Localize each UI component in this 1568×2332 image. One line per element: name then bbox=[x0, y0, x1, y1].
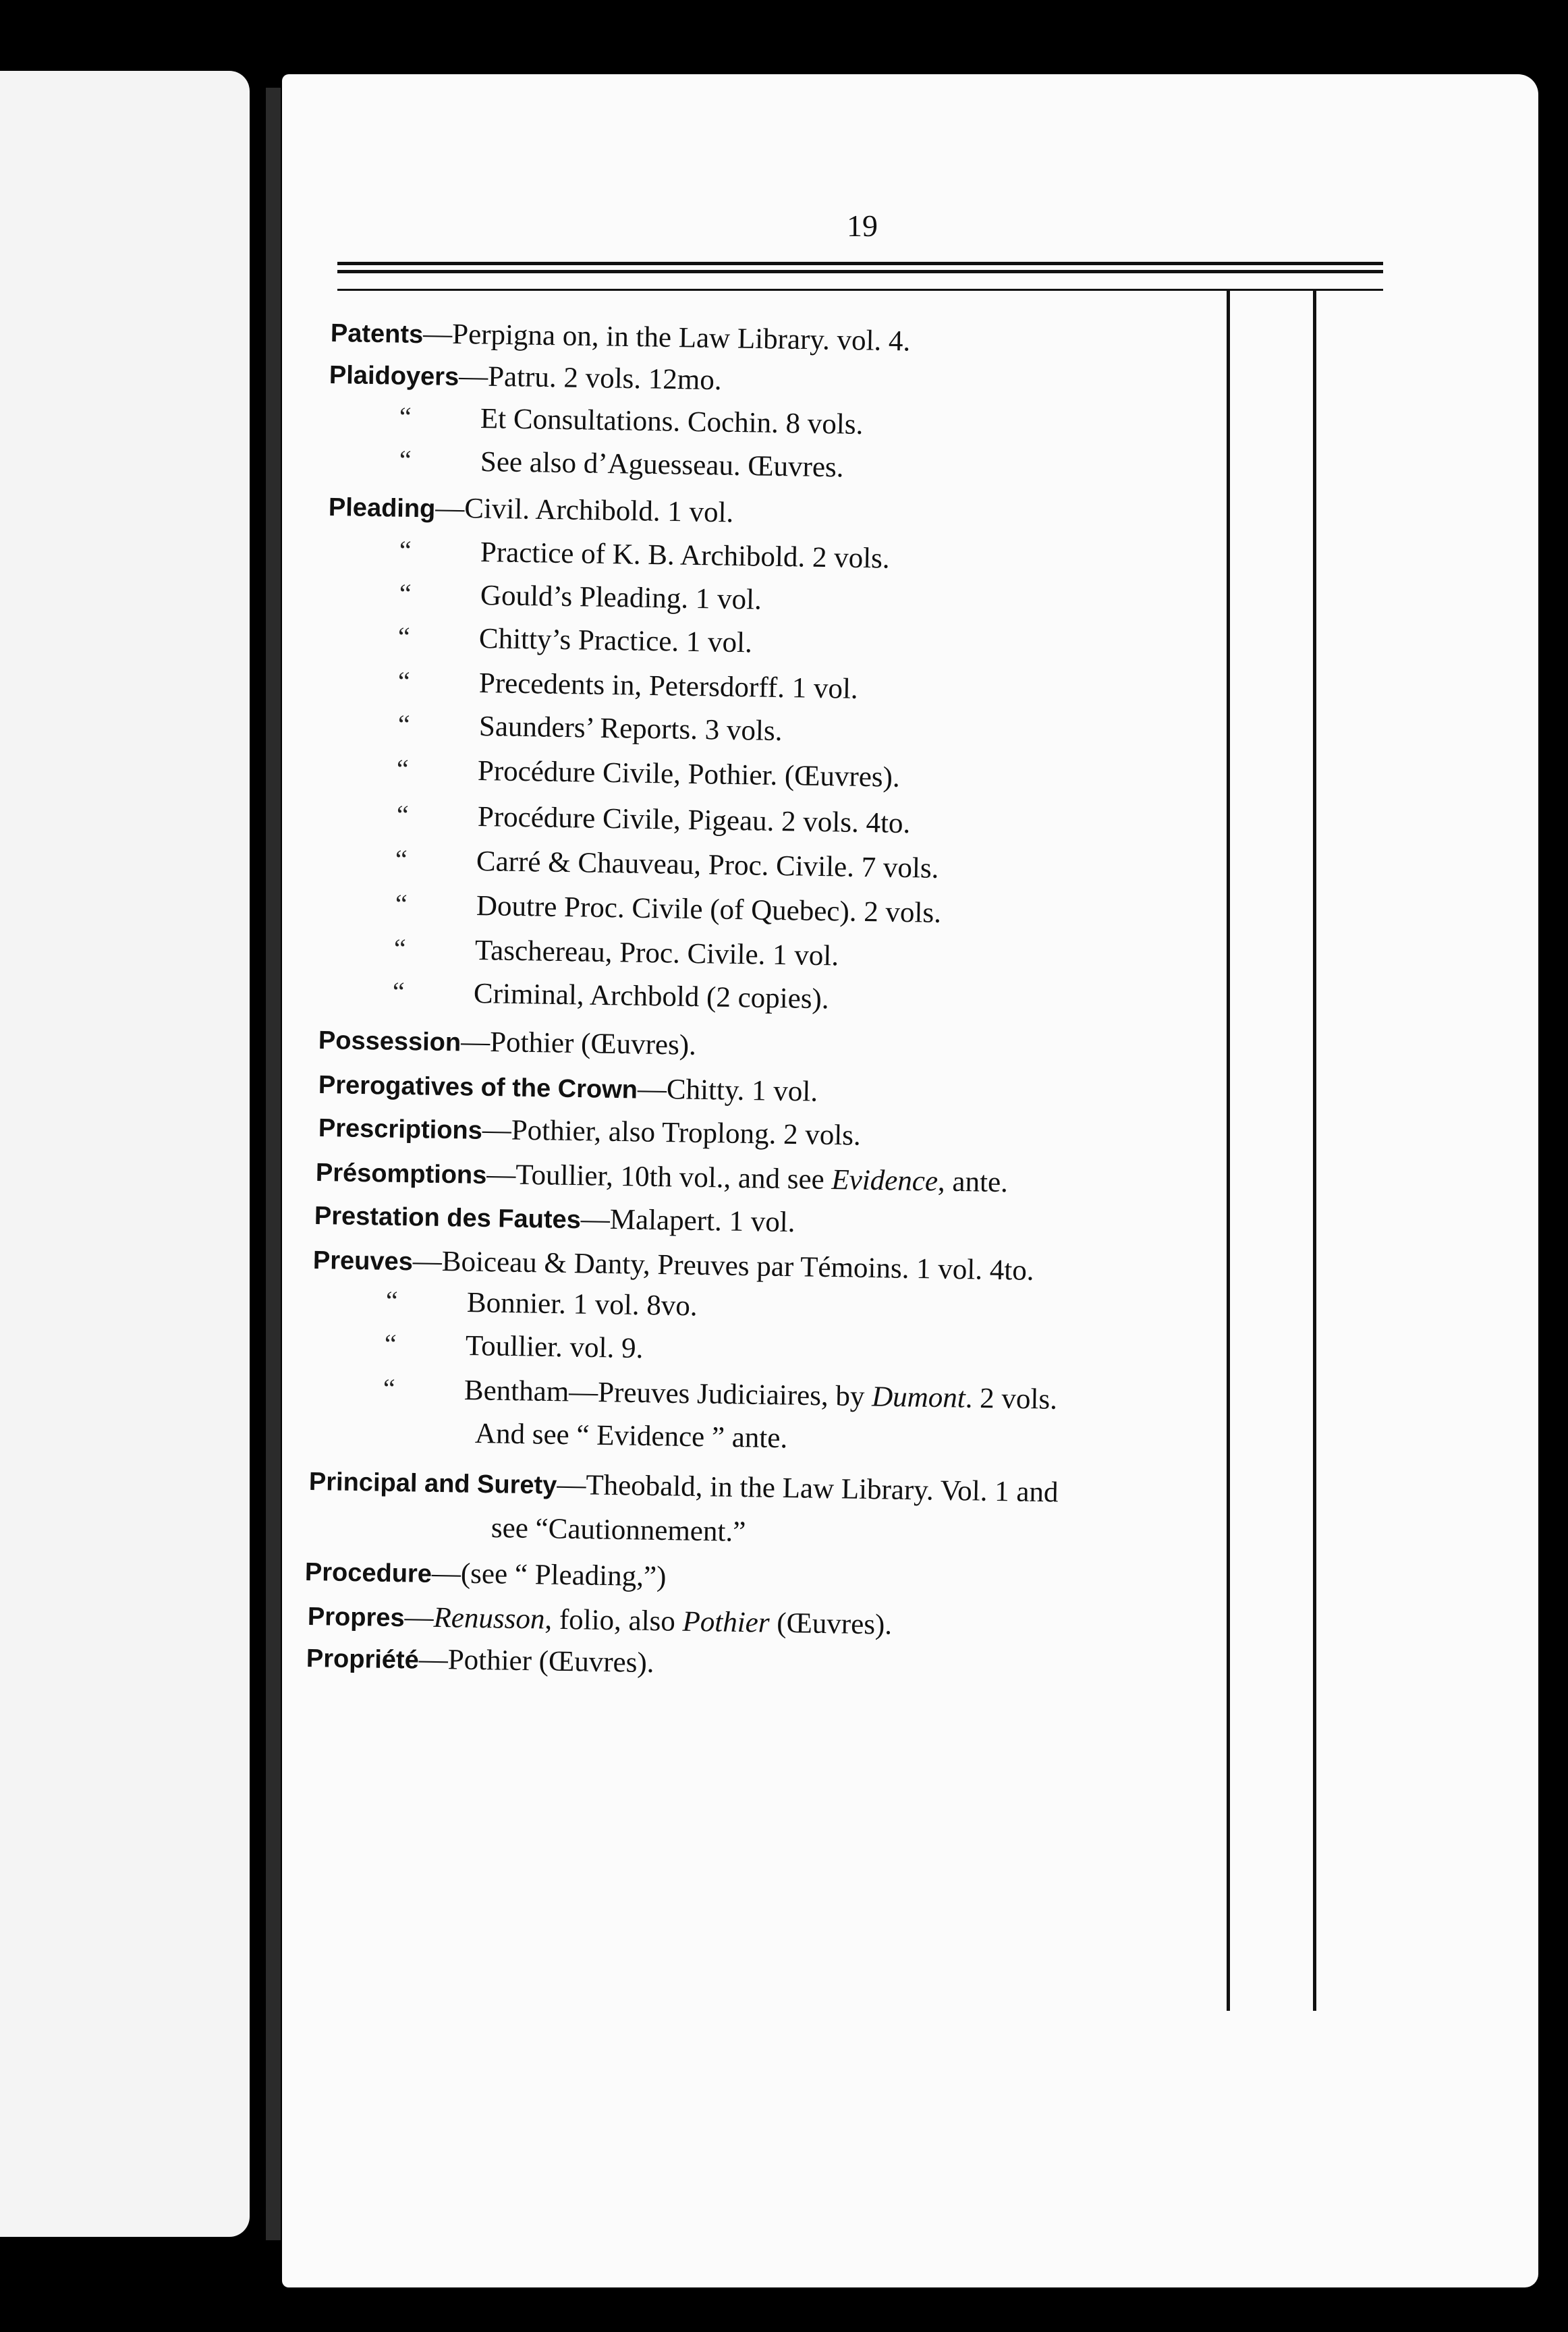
index-entry bbox=[480, 445, 844, 484]
entry-text: —Chitty. 1 vol. bbox=[637, 1073, 818, 1108]
entry-text: Carré & Chauveau, Proc. Civile. 7 vols. bbox=[476, 845, 939, 885]
entry-text: . 2 vols. bbox=[965, 1382, 1058, 1416]
entry-text: Saunders’ Reports. 3 vols. bbox=[478, 711, 783, 748]
entry-heading: Pleading bbox=[328, 493, 436, 524]
entry-text: And see “ Evidence ” ante. bbox=[474, 1418, 788, 1455]
entry-text: —Boiceau & Danty, Preuves par Témoins. 1 vol. 4to. bbox=[412, 1245, 1034, 1287]
entry-text: Taschereau, Proc. Civile. 1 vol. bbox=[474, 935, 839, 972]
entry-text: —Civil. Archibold. 1 vol. bbox=[435, 492, 734, 529]
header-rule bbox=[337, 270, 1383, 273]
index-entry bbox=[305, 1555, 667, 1593]
index-entry bbox=[480, 536, 890, 576]
index-entry bbox=[329, 358, 722, 397]
entry-text: see “Cautionnement.” bbox=[491, 1512, 746, 1548]
entry-text: (Œuvres). bbox=[769, 1607, 893, 1641]
ditto-mark: “ bbox=[383, 1373, 395, 1404]
entry-text: See also d’Aguesseau. Œuvres. bbox=[480, 446, 844, 484]
ditto-mark: “ bbox=[398, 621, 410, 652]
column-rule bbox=[1313, 290, 1316, 2011]
entry-text: Precedents in, Petersdorff. 1 vol. bbox=[478, 667, 858, 705]
entry-italic: Renusson bbox=[433, 1601, 545, 1636]
entry-heading: Patents bbox=[330, 319, 424, 350]
entry-heading: Principal and Surety bbox=[308, 1468, 557, 1500]
entry-heading: Plaidoyers bbox=[329, 361, 459, 392]
index-entry bbox=[467, 1286, 698, 1323]
entry-italic: Dumont bbox=[871, 1381, 966, 1414]
page-number: 19 bbox=[847, 209, 878, 243]
entry-text: , ante. bbox=[937, 1165, 1009, 1199]
entry-text: —Pothier, also Troplong. 2 vols. bbox=[482, 1113, 862, 1152]
entry-text: Criminal, Archbold (2 copies). bbox=[473, 978, 829, 1016]
ditto-mark: “ bbox=[398, 666, 410, 696]
index-entry bbox=[318, 1023, 697, 1062]
ditto-mark: “ bbox=[397, 754, 409, 784]
ditto-mark: “ bbox=[393, 976, 405, 1007]
ditto-mark: “ bbox=[386, 1285, 398, 1316]
entry-text: Bentham—Preuves Judiciaires, by bbox=[464, 1375, 872, 1413]
entry-text: —Theobald, in the Law Library. Vol. 1 and bbox=[557, 1468, 1059, 1509]
entry-text: Et Consultations. Cochin. 8 vols. bbox=[480, 403, 864, 441]
index-entry bbox=[475, 934, 839, 972]
index-entry bbox=[478, 754, 900, 794]
entry-italic: Evidence bbox=[831, 1164, 939, 1198]
entry-heading: Propres bbox=[307, 1603, 405, 1633]
entry-text: —Perpigna on, in the Law Library. vol. 4. bbox=[422, 318, 911, 358]
entry-text: Procédure Civile, Pigeau. 2 vols. 4to. bbox=[477, 801, 911, 840]
entry-heading: Possession bbox=[318, 1026, 461, 1057]
index-entry bbox=[466, 1329, 644, 1365]
entry-text: —Toullier, 10th vol., and see bbox=[486, 1158, 832, 1196]
ditto-mark: “ bbox=[395, 844, 408, 874]
entry-text: —Malapert. 1 vol. bbox=[580, 1203, 795, 1239]
book-spine bbox=[266, 88, 281, 2240]
ditto-mark: “ bbox=[385, 1329, 397, 1359]
ditto-mark: “ bbox=[399, 445, 412, 475]
index-entry bbox=[479, 622, 753, 659]
entry-text: Doutre Proc. Civile (of Quebec). 2 vols. bbox=[476, 890, 942, 929]
entry-text: Bonnier. 1 vol. 8vo. bbox=[466, 1287, 698, 1323]
entry-text: —Patru. 2 vols. 12mo. bbox=[458, 360, 722, 397]
index-entry bbox=[306, 1641, 654, 1679]
entry-heading: Présomptions bbox=[315, 1159, 487, 1190]
entry-text: —(see “ Pleading,”) bbox=[431, 1557, 667, 1593]
ditto-mark: “ bbox=[399, 578, 412, 609]
index-entry bbox=[474, 977, 829, 1016]
ditto-mark: “ bbox=[398, 709, 410, 740]
entry-heading: Propriété bbox=[306, 1644, 420, 1675]
ditto-mark: “ bbox=[394, 933, 406, 964]
entry-text: Practice of K. B. Archibold. 2 vols. bbox=[480, 536, 890, 575]
index-entry bbox=[491, 1511, 746, 1549]
entry-heading: Procedure bbox=[304, 1558, 432, 1588]
entry-heading: Prestation des Fautes bbox=[314, 1202, 582, 1235]
entry-text: Chitty’s Practice. 1 vol. bbox=[478, 623, 753, 659]
entry-heading: Prescriptions bbox=[318, 1114, 483, 1145]
index-entry bbox=[479, 710, 783, 748]
entry-text: Procédure Civile, Pothier. (Œuvres). bbox=[477, 755, 901, 794]
index-entry bbox=[478, 800, 911, 840]
facing-page bbox=[0, 71, 250, 2237]
entry-text: Gould’s Pleading. 1 vol. bbox=[480, 580, 762, 616]
index-entry bbox=[480, 579, 762, 617]
entry-text: —Pothier (Œuvres). bbox=[460, 1026, 697, 1061]
entry-heading: Prerogatives of the Crown bbox=[318, 1071, 638, 1105]
entry-italic: Pothier bbox=[682, 1605, 770, 1639]
index-entry bbox=[475, 1417, 788, 1455]
column-rule bbox=[1227, 290, 1230, 2011]
entry-text: , folio, also bbox=[544, 1603, 683, 1638]
ditto-mark: “ bbox=[397, 800, 409, 830]
entry-heading: Preuves bbox=[312, 1246, 414, 1277]
index-entry bbox=[329, 490, 734, 529]
header-rule bbox=[337, 262, 1383, 265]
ditto-mark: “ bbox=[399, 401, 412, 432]
entry-text: —Pothier (Œuvres). bbox=[418, 1643, 654, 1679]
ditto-mark: “ bbox=[395, 889, 408, 919]
index-entry bbox=[480, 402, 864, 441]
ditto-mark: “ bbox=[399, 535, 412, 565]
entry-text: Toullier. vol. 9. bbox=[465, 1330, 644, 1365]
index-entry bbox=[479, 667, 858, 706]
entry-text: — bbox=[404, 1601, 434, 1634]
